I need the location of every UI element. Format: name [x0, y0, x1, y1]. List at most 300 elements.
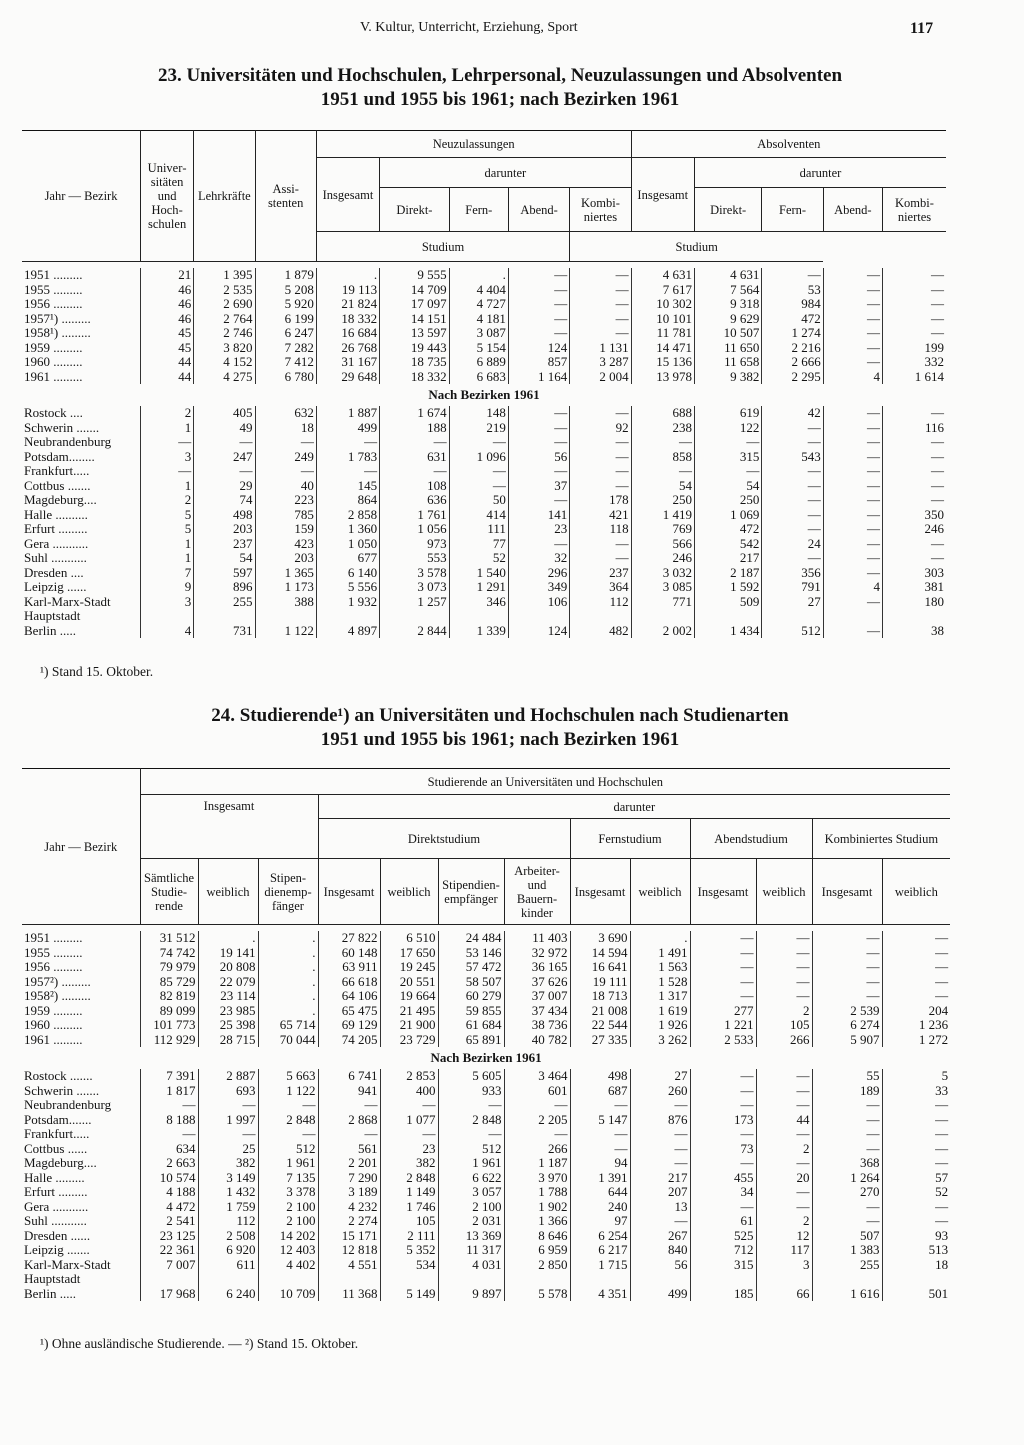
table-cell: 2 663 — [140, 1156, 198, 1171]
t23-head-neu-studium: Studium — [316, 232, 569, 262]
table-cell: 13 597 — [380, 326, 449, 341]
table-cell: 19 443 — [380, 341, 449, 356]
table-cell — [690, 1272, 756, 1287]
table-cell: 499 — [316, 421, 379, 436]
table-cell: 64 106 — [318, 989, 380, 1004]
table-cell: 513 — [928, 1243, 949, 1258]
table-cell: 246 — [631, 551, 694, 566]
table23-title-line2: 1951 und 1955 bis 1961; nach Bezirken 1961 — [320, 89, 680, 110]
row-label: 1961 ......... — [22, 1033, 140, 1048]
table-cell: — — [823, 435, 882, 450]
table-cell: . — [449, 268, 508, 283]
table-cell: — — [823, 479, 882, 494]
table-cell: — — [449, 435, 508, 450]
table-cell: — — [690, 975, 756, 990]
table-cell: — — [812, 1127, 882, 1142]
table-cell: 1 395 — [194, 268, 255, 283]
table-cell: 188 — [380, 421, 449, 436]
table-cell: 223 — [255, 493, 316, 508]
table-cell: — — [935, 1141, 949, 1156]
table-cell: 1 759 — [198, 1200, 258, 1215]
table-cell: — — [823, 464, 882, 479]
table-cell: 1 528 — [630, 975, 690, 990]
table-cell: 61 684 — [438, 1018, 504, 1033]
row-label: Cottbus ...... — [22, 1142, 140, 1157]
table-cell: 19 664 — [380, 989, 438, 1004]
row-label: Neubrandenburg — [22, 1098, 140, 1113]
table-cell: 32 972 — [504, 946, 570, 961]
table-cell: — — [694, 435, 761, 450]
row-label: Neubrandenburg — [22, 435, 141, 450]
table-cell: 18 713 — [570, 989, 630, 1004]
table-cell — [318, 1272, 380, 1287]
table-cell: 26 768 — [316, 341, 379, 356]
table-cell: 173 — [690, 1113, 756, 1128]
table-cell: — — [762, 479, 823, 494]
table-cell — [198, 1272, 258, 1287]
table-cell: 5 208 — [255, 283, 316, 298]
table-cell: 266 — [756, 1033, 812, 1048]
table-cell: 203 — [194, 522, 255, 537]
table-cell: — — [935, 1127, 949, 1142]
t24-head-abend: Abendstudium — [690, 819, 812, 859]
table-cell: 414 — [449, 508, 508, 523]
table-cell: 1 131 — [570, 341, 631, 356]
table-cell: — — [508, 312, 569, 327]
table-cell: 632 — [255, 406, 316, 421]
district-row — [22, 1113, 950, 1128]
table-cell: 543 — [762, 450, 823, 465]
t23-head-abs-kombi: Kombiniertes — [882, 188, 946, 232]
row-label: Hauptstadt — [22, 1272, 140, 1287]
table-cell: 771 — [631, 595, 694, 610]
row-label: Dresden .... — [22, 566, 141, 581]
row-label: Leipzig ....... — [22, 1243, 140, 1258]
table-cell: — — [504, 1098, 570, 1113]
table-cell: 112 — [570, 595, 631, 610]
table-cell: — — [756, 1098, 812, 1113]
table-cell: 250 — [694, 493, 761, 508]
table-cell: — — [823, 268, 882, 283]
table-cell: — — [762, 435, 823, 450]
district-row — [22, 464, 946, 479]
table-cell: 941 — [318, 1084, 380, 1099]
table-cell: 1 — [141, 479, 194, 494]
table-cell: 315 — [690, 1258, 756, 1273]
table-cell: — — [570, 406, 631, 421]
table-cell: 1 365 — [255, 566, 316, 581]
table-cell: 455 — [690, 1171, 756, 1186]
table-cell: 512 — [762, 624, 823, 639]
table23 — [22, 130, 946, 638]
table-cell: 89 099 — [140, 1004, 198, 1019]
table-cell: — — [631, 435, 694, 450]
table-cell: — — [630, 1127, 690, 1142]
t23-head-neu-direkt: Direkt- — [380, 188, 449, 232]
table-cell: 55 — [812, 1069, 882, 1084]
table-cell: 185 — [690, 1287, 756, 1302]
table-cell: — — [823, 283, 882, 298]
table-cell: 180 — [924, 594, 944, 609]
table-cell: — — [630, 1156, 690, 1171]
table24-footnote: ¹) Ohne ausländische Studierende. — ²) Stand 15. Oktober. — [40, 1336, 359, 1351]
table-cell: — — [756, 1200, 812, 1215]
table-cell: 1 761 — [380, 508, 449, 523]
table-cell — [316, 609, 379, 624]
table-cell: 159 — [255, 522, 316, 537]
table-cell: 74 205 — [318, 1033, 380, 1048]
table-cell: 77 — [449, 537, 508, 552]
table-cell: . — [258, 975, 318, 990]
row-label: 1957¹) ......... — [22, 312, 141, 327]
table-cell: 601 — [504, 1084, 570, 1099]
table-cell: — — [690, 960, 756, 975]
table-cell: 1 616 — [812, 1287, 882, 1302]
row-label: 1958¹) ......... — [22, 326, 141, 341]
year-row — [22, 326, 946, 341]
table-cell: — — [380, 464, 449, 479]
table-cell: 92 — [570, 421, 631, 436]
table-cell: 5 663 — [258, 1069, 318, 1084]
table-cell: — — [762, 551, 823, 566]
table-cell: 896 — [194, 580, 255, 595]
table-cell: 238 — [631, 421, 694, 436]
t23-head-abs-darunter: darunter — [694, 158, 946, 188]
table-cell: — — [823, 624, 882, 639]
table-cell: 1 563 — [630, 960, 690, 975]
row-label: Berlin ..... — [22, 1287, 140, 1302]
table-cell: 40 — [255, 479, 316, 494]
table-cell: 1 — [141, 421, 194, 436]
table-cell: — — [570, 1127, 630, 1142]
table-cell: 18 — [255, 421, 316, 436]
table-cell: 61 — [690, 1214, 756, 1229]
table-cell: 249 — [255, 450, 316, 465]
table-cell: 6 683 — [449, 370, 508, 385]
district-row — [22, 566, 946, 581]
table-cell: — — [931, 297, 944, 312]
t23-head-abs-fern: Fern- — [762, 188, 823, 232]
district-row — [22, 450, 946, 465]
table-cell: — — [570, 464, 631, 479]
table-cell: 58 507 — [438, 975, 504, 990]
table-cell: — — [630, 1098, 690, 1113]
table-cell: 1 540 — [449, 566, 508, 581]
table-cell: 1 173 — [255, 580, 316, 595]
table-cell: 247 — [194, 450, 255, 465]
table-cell: — — [762, 421, 823, 436]
table-cell: — — [823, 522, 882, 537]
district-row — [22, 1171, 950, 1186]
table-cell: 2 746 — [194, 326, 255, 341]
table-cell: — — [812, 931, 882, 946]
table-cell: 566 — [631, 537, 694, 552]
table-cell: 54 — [194, 551, 255, 566]
table-cell — [631, 609, 694, 624]
table-cell: 6 199 — [255, 312, 316, 327]
table-cell: 4 152 — [194, 355, 255, 370]
district-row — [22, 1098, 950, 1113]
t23-head-neu: Neuzulassungen — [316, 131, 631, 158]
table-cell: 2 100 — [258, 1214, 318, 1229]
table-cell: 4 551 — [318, 1258, 380, 1273]
table-cell: — — [508, 326, 569, 341]
table-cell: — — [823, 595, 882, 610]
table-cell: — — [570, 1142, 630, 1157]
table-cell: 63 911 — [318, 960, 380, 975]
table-cell: — — [756, 1156, 812, 1171]
table-cell: 19 111 — [570, 975, 630, 990]
table-cell: 24 — [762, 537, 823, 552]
row-label: 1960 ......... — [22, 1018, 140, 1033]
table-cell: 207 — [630, 1185, 690, 1200]
table-cell: 512 — [258, 1142, 318, 1157]
table-cell: 1 122 — [255, 624, 316, 639]
table-cell: — — [931, 406, 944, 421]
table-cell: 2 111 — [380, 1229, 438, 1244]
table-cell: 31 512 — [140, 931, 198, 946]
table-cell — [570, 1272, 630, 1287]
table-cell: 11 317 — [438, 1243, 504, 1258]
year-row — [22, 989, 950, 1004]
table-cell: 19 245 — [380, 960, 438, 975]
table-cell: 6 140 — [316, 566, 379, 581]
table-cell: 20 — [756, 1171, 812, 1186]
district-row — [22, 1229, 950, 1244]
table-cell: 18 332 — [316, 312, 379, 327]
table-cell: — — [931, 282, 944, 297]
district-row — [22, 522, 946, 537]
year-row — [22, 975, 950, 990]
table-cell: 52 — [935, 1185, 949, 1200]
table-cell: 28 715 — [198, 1033, 258, 1048]
table-cell: — — [690, 1156, 756, 1171]
t24-head-d-stip: Stipendienempfänger — [438, 859, 504, 925]
table-cell: 111 — [449, 522, 508, 537]
table-cell: 4 181 — [449, 312, 508, 327]
table-cell: — — [508, 283, 569, 298]
table-cell: — — [380, 1098, 438, 1113]
row-label: 1957²) ......... — [22, 975, 140, 990]
row-label: Halle .......... — [22, 508, 141, 523]
t24-head-saemtl: Sämtliche Studierende — [140, 859, 198, 925]
t23-head-lehr: Lehrkräfte — [194, 131, 255, 262]
table-cell: 3 057 — [438, 1185, 504, 1200]
table-cell: 597 — [194, 566, 255, 581]
row-label: 1956 ......... — [22, 960, 140, 975]
table-cell: 60 279 — [438, 989, 504, 1004]
table-cell: 677 — [316, 551, 379, 566]
table-cell: 2 690 — [194, 297, 255, 312]
table-cell: 15 136 — [631, 355, 694, 370]
table-cell: — — [318, 1127, 380, 1142]
table-cell: 542 — [694, 537, 761, 552]
table-cell: 21 008 — [570, 1004, 630, 1019]
table-cell: 105 — [756, 1018, 812, 1033]
t24-head-fern: Fernstudium — [570, 819, 690, 859]
table-cell: 4 472 — [140, 1200, 198, 1215]
table-cell: — — [255, 464, 316, 479]
row-label: 1959 ......... — [22, 1004, 140, 1019]
table-cell: 501 — [928, 1286, 949, 1301]
district-row — [22, 595, 946, 610]
table-cell: 9 318 — [694, 297, 761, 312]
table-cell: — — [756, 960, 812, 975]
table-cell: 6 920 — [198, 1243, 258, 1258]
t24-head-direkt: Direktstudium — [318, 819, 570, 859]
table-cell: 112 929 — [140, 1033, 198, 1048]
table-cell: 57 — [935, 1170, 949, 1185]
table-cell — [194, 609, 255, 624]
table-cell — [508, 609, 569, 624]
t24-head-top: Studierende an Universitäten und Hochschulen — [140, 769, 950, 795]
row-label: Potsdam........ — [22, 450, 141, 465]
table-cell: 356 — [762, 566, 823, 581]
table-cell: 857 — [508, 355, 569, 370]
t23-head-neu-kombi: Kombiniertes — [570, 188, 631, 232]
district-row — [22, 624, 946, 639]
table-cell: 4 631 — [694, 268, 761, 283]
table-cell: — — [438, 1098, 504, 1113]
table-cell: 23 985 — [198, 1004, 258, 1019]
table-cell: 6 622 — [438, 1171, 504, 1186]
year-row — [22, 960, 950, 975]
table-cell: — — [935, 1199, 949, 1214]
table24 — [22, 768, 950, 1301]
table-cell: 25 — [198, 1142, 258, 1157]
table-cell: 17 968 — [140, 1287, 198, 1302]
table-cell: 1 932 — [316, 595, 379, 610]
table-cell: 5 578 — [504, 1287, 570, 1302]
table-cell: 255 — [194, 595, 255, 610]
table-cell: 27 822 — [318, 931, 380, 946]
table-cell: 74 742 — [140, 946, 198, 961]
table-cell: 44 — [141, 355, 194, 370]
row-label: Gera ........... — [22, 537, 141, 552]
table-cell: 11 781 — [631, 326, 694, 341]
table-cell: — — [141, 464, 194, 479]
table-cell: 23 114 — [198, 989, 258, 1004]
table-cell: 634 — [140, 1142, 198, 1157]
table-cell: 23 729 — [380, 1033, 438, 1048]
table-cell: 189 — [812, 1084, 882, 1099]
t23-head-neu-abend: Abend- — [508, 188, 569, 232]
row-label: Magdeburg.... — [22, 493, 141, 508]
table-cell: 277 — [690, 1004, 756, 1019]
year-row — [22, 355, 946, 370]
row-label: Halle ......... — [22, 1171, 140, 1186]
table-cell: — — [935, 931, 949, 946]
t23-head-abs-insg: Insgesamt — [631, 158, 694, 232]
table-cell: 73 — [690, 1142, 756, 1157]
row-label: 1961 ......... — [22, 370, 141, 385]
t24-head-insgesamt: Insgesamt — [140, 795, 318, 859]
table-cell: 3 690 — [570, 931, 630, 946]
table-cell — [630, 1272, 690, 1287]
table-cell: 4 897 — [316, 624, 379, 639]
table-cell: 731 — [194, 624, 255, 639]
district-row — [22, 435, 946, 450]
table-cell: — — [931, 435, 944, 450]
table-cell: — — [570, 537, 631, 552]
table-cell: . — [258, 989, 318, 1004]
table-cell: 54 — [631, 479, 694, 494]
table-cell: 124 — [508, 624, 569, 639]
table-cell: — — [823, 493, 882, 508]
table-cell: — — [812, 1214, 882, 1229]
table-cell: 388 — [255, 595, 316, 610]
table-cell: — — [690, 1127, 756, 1142]
t23-subheading: Nach Bezirken 1961 — [428, 387, 540, 402]
table-cell: — — [931, 493, 944, 508]
table-cell: 20 551 — [380, 975, 438, 990]
t24-head-k-weibl: weiblich — [882, 859, 950, 925]
table-cell: — — [570, 297, 631, 312]
table-cell: 6 247 — [255, 326, 316, 341]
table-cell: 46 — [141, 283, 194, 298]
table-cell: 2 508 — [198, 1229, 258, 1244]
table-cell: — — [140, 1127, 198, 1142]
table-cell: 199 — [924, 340, 944, 355]
row-label: Gera ........... — [22, 1200, 140, 1215]
table-cell: 36 165 — [504, 960, 570, 975]
table-cell: 203 — [255, 551, 316, 566]
table-cell: 19 141 — [198, 946, 258, 961]
table-cell: 5 — [941, 1069, 949, 1084]
table-cell: 94 — [570, 1156, 630, 1171]
row-label: 1955 ......... — [22, 283, 141, 298]
year-row — [22, 268, 946, 283]
table-cell: 315 — [694, 450, 761, 465]
table-cell: 2 002 — [631, 624, 694, 639]
table-cell: — — [823, 421, 882, 436]
table-cell: 1 — [141, 551, 194, 566]
table-cell: — — [823, 355, 882, 370]
table-cell: 29 648 — [316, 370, 379, 385]
table-cell: 178 — [570, 493, 631, 508]
table-cell: 65 714 — [258, 1018, 318, 1033]
table-cell: — — [935, 1112, 949, 1127]
table-cell: — — [823, 537, 882, 552]
table-cell: 2 — [756, 1142, 812, 1157]
table-cell: 405 — [194, 406, 255, 421]
table-cell: 219 — [449, 421, 508, 436]
t24-head-stip: Stipendienempfänger — [258, 859, 318, 925]
table-cell: 7 290 — [318, 1171, 380, 1186]
table-cell: 40 782 — [504, 1033, 570, 1048]
table-cell: 53 146 — [438, 946, 504, 961]
table-cell: 2 295 — [762, 370, 823, 385]
table-cell: 631 — [380, 450, 449, 465]
table23-title-line1: 23. Universitäten und Hochschulen, Lehrpersonal, Neuzulassungen und Absolventen — [157, 65, 843, 86]
table-cell: 498 — [194, 508, 255, 523]
table-cell: 255 — [812, 1258, 882, 1273]
table-cell: 876 — [630, 1113, 690, 1128]
table-cell: — — [812, 1200, 882, 1215]
table-cell: 7 617 — [631, 283, 694, 298]
table-cell: — — [812, 975, 882, 990]
table-cell: 14 594 — [570, 946, 630, 961]
table-cell: 2 274 — [318, 1214, 380, 1229]
table-cell: 644 — [570, 1185, 630, 1200]
district-row — [22, 1200, 950, 1215]
table-cell: 2 205 — [504, 1113, 570, 1128]
table-cell: — — [931, 478, 944, 493]
table-cell: — — [570, 479, 631, 494]
table-cell: — — [449, 479, 508, 494]
table-cell: 498 — [570, 1069, 630, 1084]
table-cell: — — [690, 1200, 756, 1215]
